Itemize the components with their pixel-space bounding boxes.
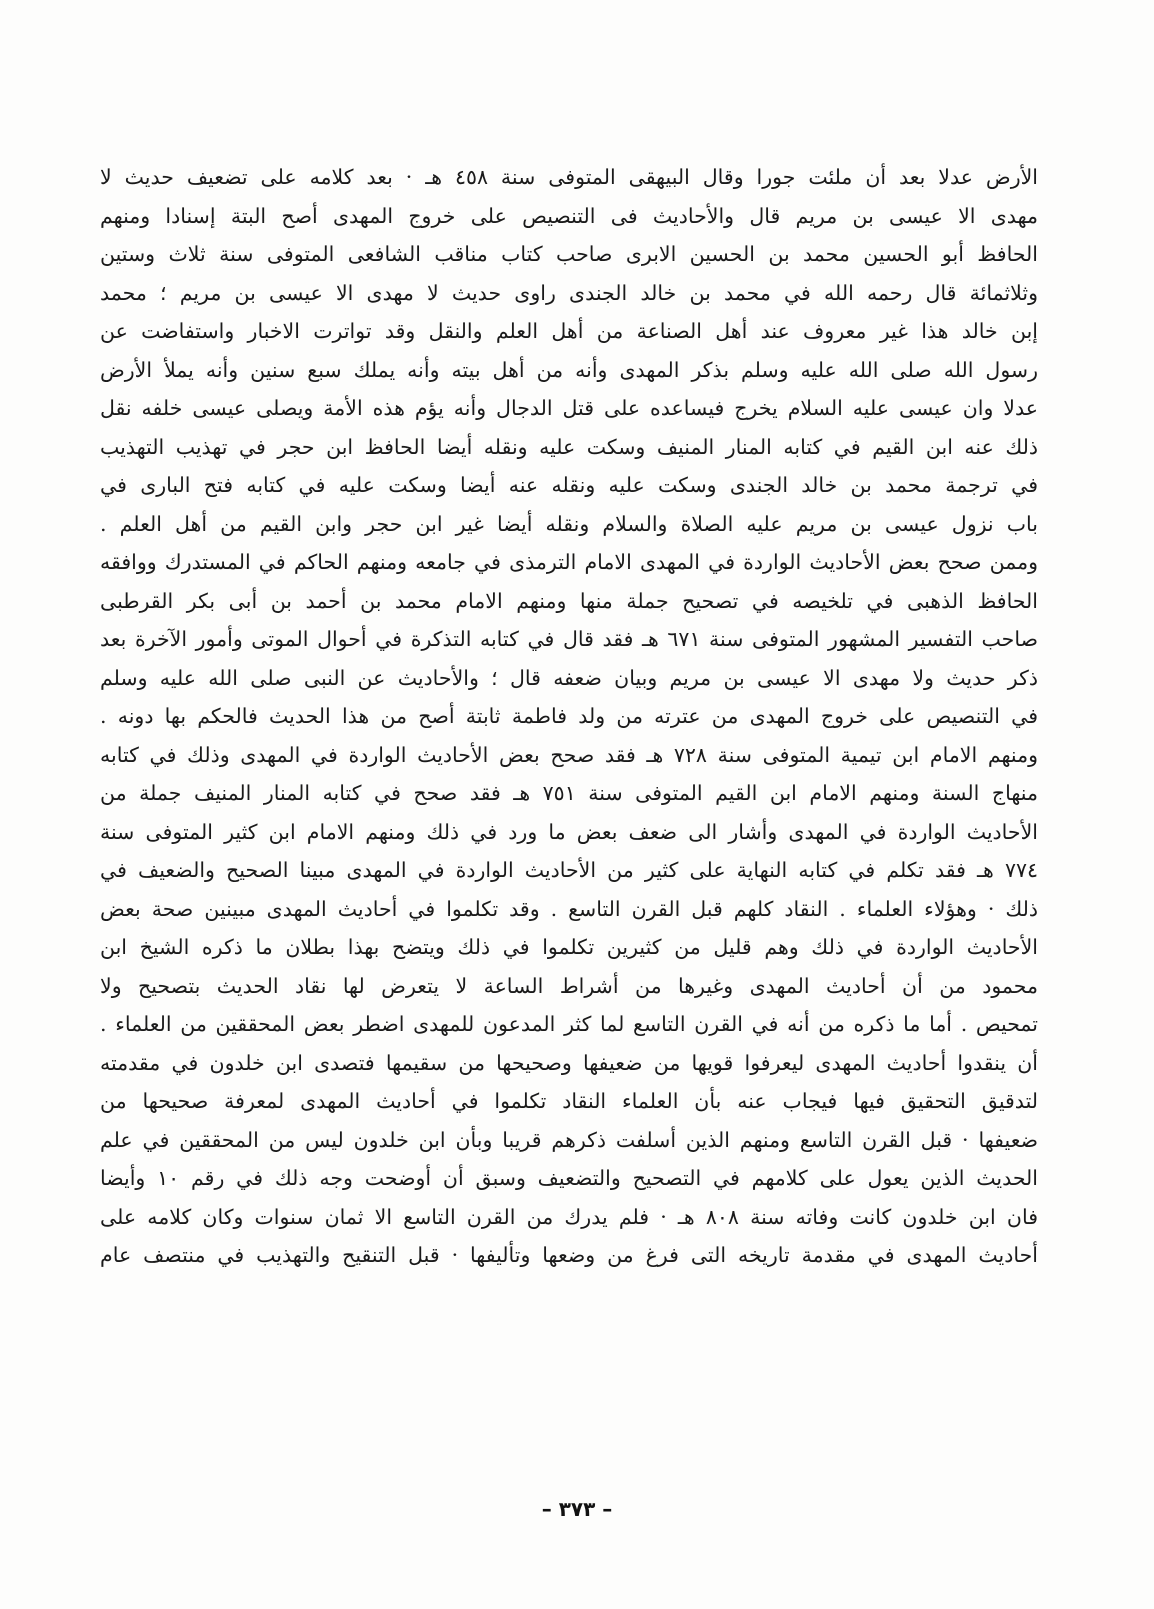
text-line: فان ابن خلدون كانت وفاته سنة ٨٠٨ هـ · فلم يدرك من القرن التاسع الا ثمان سنوات وكان كلامه على	[100, 1204, 1038, 1229]
text-line: الحافظ الذهبى في تلخيصه في تصحيح جملة منها ومنهم الامام محمد بن أحمد بن أبى بكر القرطبى	[100, 588, 1038, 613]
body-text	[100, 158, 1038, 1275]
text-line: ومنهم الامام ابن تيمية المتوفى سنة ٧٢٨ هـ فقد صحح بعض الأحاديث الواردة في المهدى وذلك في كتابه	[100, 742, 1038, 767]
text-line: تمحيص . أما ما ذكره من أنه في القرن التاسع لما كثر المدعون للمهدى اضطر بعض المحققين من العلماء .	[100, 1012, 1038, 1036]
text-line: وثلاثمائة قال رحمه الله في محمد بن خالد الجندى راوى حديث لا مهدى الا عيسى بن مريم ؛ محمد	[100, 280, 1038, 305]
text-line: لتدقيق التحقيق فيها فيجاب عنه بأن العلماء النقاد تكلموا في أحاديث المهدى لمعرفة صحيحها من	[100, 1089, 1038, 1113]
text-line: وممن صحح بعض الأحاديث الواردة في المهدى الامام الترمذى في جامعه ومنهم الحاكم في المستدرك ووافقه	[100, 550, 1038, 574]
page-number: – ٣٧٣ –	[541, 1497, 613, 1521]
text-line: عدلا وان عيسى عليه السلام يخرج فيساعده على قتل الدجال وأنه يؤم هذه الأمة ويصلى عيسى خلفه نقل	[100, 396, 1038, 420]
text-line: الحديث الذين يعول على كلامهم في التصحيح والتضعيف وسبق أن أوضحت وجه ذلك في رقم ١٠ وأيضا	[100, 1166, 1038, 1190]
text-line: أن ينقدوا أحاديث المهدى ليعرفوا قويها من ضعيفها وصحيحها من سقيمها فتصدى ابن خلدون في مقدمته	[100, 1050, 1038, 1075]
text-line: في ترجمة محمد بن خالد الجندى وسكت عليه ونقله عنه أيضا وسكت عليه في كتابه فتح البارى في	[100, 473, 1038, 497]
text-line: أحاديث المهدى في مقدمة تاريخه التى فرغ من وضعها وتأليفها · قبل التنقيح والتهذيب في منتصف عام	[100, 1243, 1038, 1267]
text-line: ذكر حديث ولا مهدى الا عيسى بن مريم وبيان ضعفه قال ؛ والأحاديث عن النبى صلى الله عليه وسلم	[100, 665, 1038, 690]
text-line: رسول الله صلى الله عليه وسلم بذكر المهدى وأنه من أهل بيته وأنه يملك سبع سنين وأنه يملأ الأرض	[100, 357, 1038, 382]
text-line: الأحاديث الواردة في المهدى وأشار الى ضعف بعض ما ورد في ذلك ومنهم الامام ابن كثير المتوفى سنة	[100, 819, 1038, 844]
text-line: ٧٧٤ هـ فقد تكلم في كتابه النهاية على كثير من الأحاديث الواردة في المهدى مبينا الصحيح والضعيف في	[100, 858, 1038, 882]
text-line: الأرض عدلا بعد أن ملئت جورا وقال البيهقى المتوفى سنة ٤٥٨ هـ · بعد كلامه على تضعيف حديث لا	[100, 165, 1038, 189]
text-line: الحافظ أبو الحسين محمد بن الحسين الابرى صاحب كتاب مناقب الشافعى المتوفى سنة ثلاث وستين	[100, 242, 1038, 266]
text-line: باب نزول عيسى بن مريم عليه الصلاة والسلام ونقله أيضا غير ابن حجر وابن القيم من أهل العلم .	[100, 511, 1038, 536]
text-line: ذلك · وهؤلاء العلماء . النقاد كلهم قبل القرن التاسع . وقد تكلموا في أحاديث المهدى مبينين صحة بعض	[100, 896, 1038, 921]
text-line: إبن خالد هذا غير معروف عند أهل الصناعة من أهل العلم والنقل وقد تواترت الاخبار واستفاضت عن	[100, 319, 1038, 343]
text-line: ذلك عنه ابن القيم في كتابه المنار المنيف وسكت عليه ونقله أيضا الحافظ ابن حجر في تهذيب التهذيب	[100, 434, 1038, 459]
text-line: صاحب التفسير المشهور المتوفى سنة ٦٧١ هـ فقد قال في كتابه التذكرة في أحوال الموتى وأمور الآخرة بعد	[100, 627, 1038, 651]
text-line: الأحاديث الواردة في ذلك وهم قليل من كثيرين تكلموا في ذلك ويتضح بهذا بطلان ما ذكره الشيخ ابن	[100, 935, 1038, 959]
text-line: في التنصيص على خروج المهدى من عترته من ولد فاطمة ثابتة أصح من هذا الحديث فالحكم بها دونه .	[100, 704, 1038, 728]
text-line: منهاج السنة ومنهم الامام ابن القيم المتوفى سنة ٧٥١ هـ فقد صحح في كتابه المنار المنيف جملة من	[100, 781, 1038, 805]
text-line: ضعيفها · قبل القرن التاسع ومنهم الذين أسلفت ذكرهم قريبا وبأن ابن خلدون ليس من المحققين في علم	[100, 1127, 1038, 1152]
text-line: محمود من أن أحاديث المهدى وغيرها من أشراط الساعة لا يتعرض لها نقاد الحديث بتصحيح ولا	[100, 973, 1038, 998]
text-line: مهدى الا عيسى بن مريم قال والأحاديث فى التنصيص على خروج المهدى أصح البتة إسنادا ومنهم	[100, 203, 1038, 228]
